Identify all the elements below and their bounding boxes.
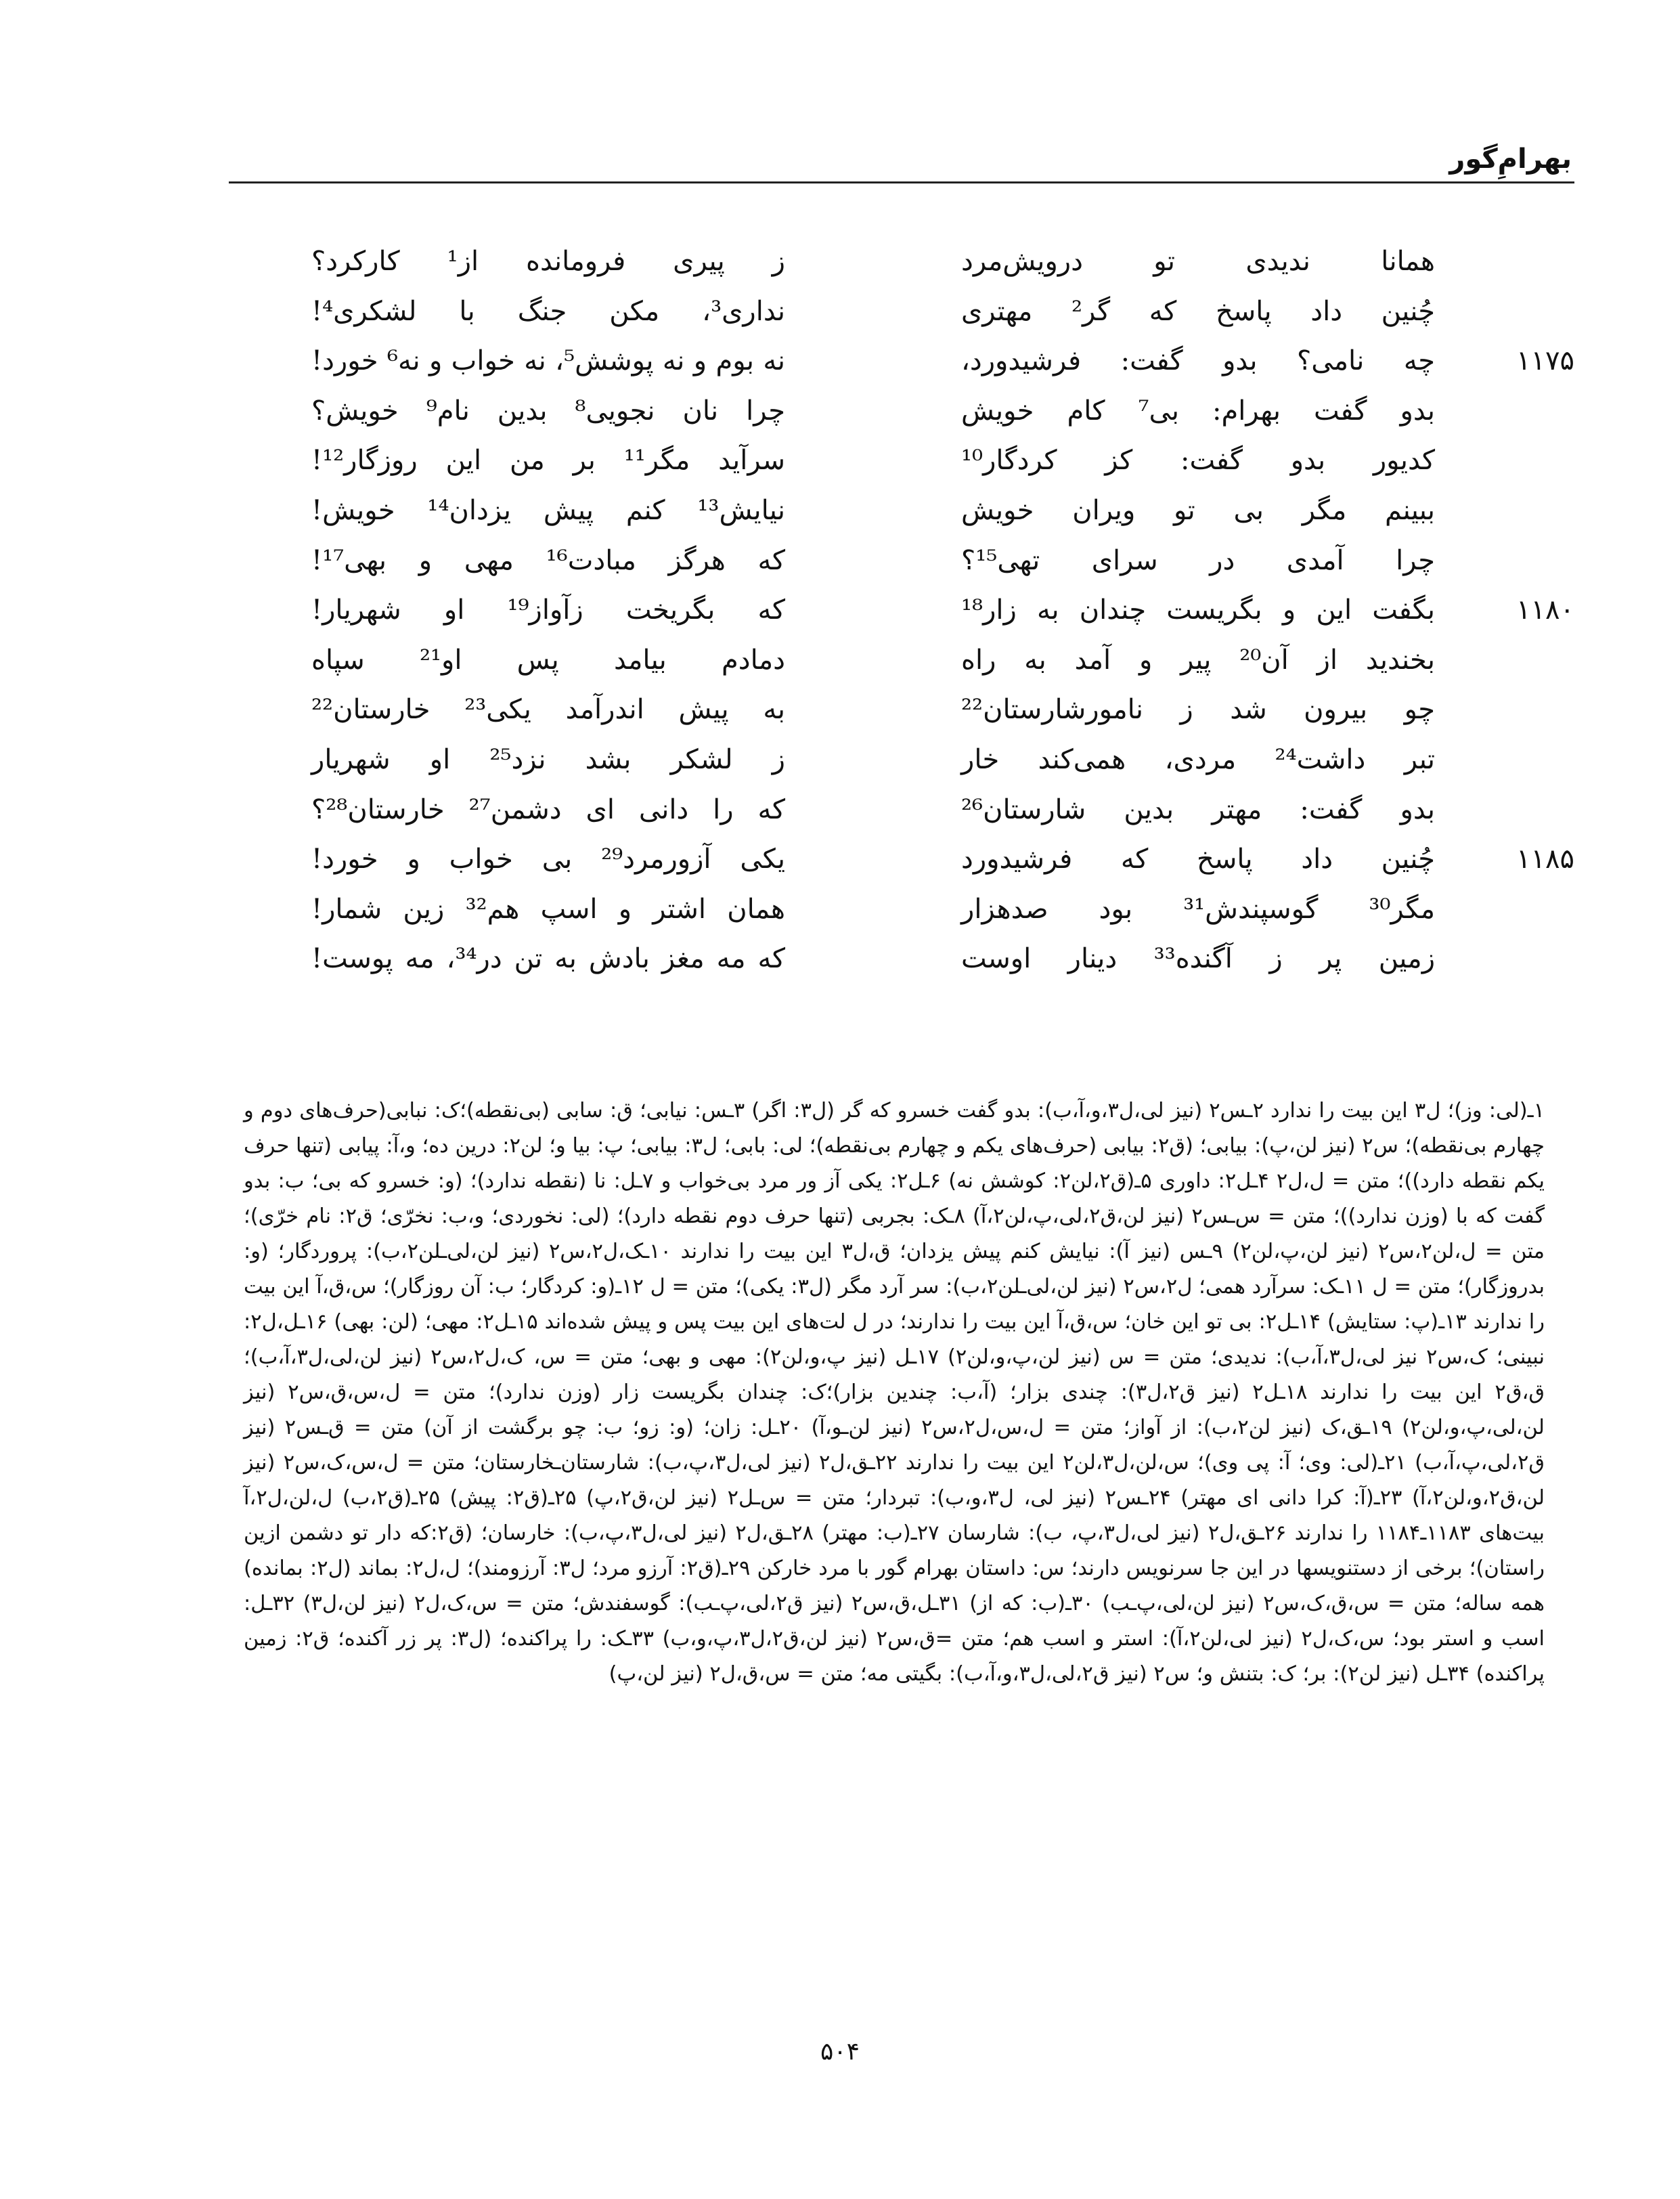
verse-row <box>311 735 1435 785</box>
first-hemistich: بدو گفت بهرام: بی⁷ کام خویش <box>961 395 1435 427</box>
second-hemistich: ز پیری فرومانده از¹ کارکرد؟ <box>311 246 785 277</box>
footnotes-text: ۱ـ(لی: وز)؛ ل۳ این بیت را ندارد ۲ـس۲ (نیز لی،ل۳،و،آ،ب): بدو گفت خسرو که گر (ل۳: اگر) ۳ـس: نیابی؛ ق: سابی (بی‌نقطه)؛ک: نبابی(حرف‌های دوم و چهارم بی‌نقطه)؛ س۲ (نیز لن،پ): بیابی؛ (ق۲: بیابی (حرف‌های یکم و چهارم بی‌نقطه)؛ لی: بابی؛ ل۳: بیابی؛ پ: بیا و؛ لن۲: درین ده؛ و،آ: پیابی (تنها حرف یکم نقطه دارد))؛ متن = ل،ل۲ ۴ـل۲: داوری ۵ـ(ق۲،لن۲: کوشش نه) ۶ـل۲: یکی آز ور مرد بی‌خواب و ۷ـل: نا (نقطه ندارد)؛ (و: خسرو که بی؛ ب: بدو گفت که با (وزن ندارد))؛ متن = س‌ـس۲ (نیز لن،ق۲،لی،پ،لن۲،آ) ۸ـک: بجربی (تنها حرف دوم نقطه دارد)؛ (لی: نخوردی؛ و،ب: نخرّی؛ ق۲: نام خرّی)؛ متن = ل،لن۲،س۲ (نیز لن،پ،لن۲) ۹ـس (نیز آ): نیایش کنم پیش یزدان؛ ق،ل۳ این بیت را ندارند ۱۰ـک،ل۲،س۲ (نیز لن،لی‌ـلن۲،ب): پروردگار؛ (و: بدروزگار)؛ متن = ل ۱۱ـک: سرآرد همی؛ ل۲،س۲ (نیز لن،لی‌ـلن۲،ب): سر آرد مگر (ل۳: یکی)؛ متن = ل ۱۲ـ(و: کردگار؛ ب: آن روزگار)؛ س،ق،آ این بیت را ندارند ۱۳ـ(پ: ستایش) ۱۴ـل۲: بی تو این خان؛ س،ق،آ این بیت را ندارند؛ در ل لت‌های این بیت پس و پیش شده‌اند ۱۵ـل۲: مهی؛ (لن: بهی) ۱۶ـل،ل۲: نبینی؛ ک،س۲ نیز لی،ل۳،آ،ب): ندیدی؛ متن = س (نیز لن،پ،و،لن۲) ۱۷ـل (نیز پ،و،لن۲): مهی و بهی؛ متن = س، ک،ل۲،س۲ (نیز لن،لی،ل۳،آ،ب)؛ ق،ق۲ این بیت را ندارند ۱۸ـل۲ (نیز ق۲،ل۳): چندی بزار؛ (آ،ب: چندین بزار)؛ک: چندان بگریست زار (وزن ندارد)؛ متن = ل،س،ق،س۲ (نیز لن،لی،پ،و،لن۲) ۱۹ـق،ک (نیز لن۲،ب): از آواز؛ متن = ل،س،ل۲،س۲ (نیز لن‌ـو،آ) ۲۰ـل: زان؛ (و: زو؛ ب: چو برگشت از آن) متن = ق‌ـس۲ (نیز ق۲،لی،پ،آ،ب) ۲۱ـ(لی: وی؛ آ: پی وی)؛ س،لن،ل۳،لن۲ این بیت را ندارند ۲۲ـق،ل۲ (نیز لی،ل۳،پ،ب): شارستان‌ـخارستان؛ متن = ل،س،ک،س۲ (نیز لن،ق۲،و،لن۲،آ) ۲۳ـ(آ: کرا دانی ای مهتر) ۲۴ـس۲ (نیز لی، ل۳،و،ب): تبردار؛ متن = س‌ـل۲ (نیز لن،ق۲،پ) ۲۵ـ(ق۲: پیش) ۲۵ـ(ق۲،ب) ل،لن،ل۲،آ بیت‌های ۱۱۸۳ـ۱۱۸۴ را ندارند ۲۶ـق،ل۲ (نیز لی،ل۳،پ، ب): شارسان ۲۷ـ(ب: مهتر) ۲۸ـق،ل۲ (نیز لی،ل۳،پ،ب): خارسان؛ (ق۲:که دار تو دشمن ازین راستان)؛ برخی از دستنویسها در این جا سرنویس دارند؛ س: داستان بهرام گور با مرد خارکن ۲۹ـ(ق۲: آرزو مرد؛ ل۳: آرزومند)؛ ل،ل۲: بماند (ل۲: بمانده) همه ساله؛ متن = س،ق،ک،س۲ (نیز لن،لی،پ‌ـب) ۳۰ـ(ب: که از) ۳۱ـل،ق،س۲ (نیز ق۲،لی،پ‌ـب): گوسفندش؛ متن = س،ک،ل۲ (نیز لن،ل۳) ۳۲ـل: اسب و استر بود؛ س،ک،ل۲ (نیز لی،لن۲،آ): استر و اسب هم؛ متن =ق،س۲ (نیز لن،ق۲،ل۳،پ،و،ب) ۳۳ـک: را پراکنده؛ (ل۳: پر زر آکنده؛ ق۲: زمین پراکنده) ۳۴ـل (نیز لن۲): بر؛ ک: بتنش و؛ س۲ (نیز ق۲،لی،ل۳،و،آ،ب): بگیتی مه؛ متن = س،ق،ل۲ (نیز لن،پ) <box>244 1099 1545 1686</box>
first-hemistich: همانا ندیدی تو درویش‌مرد <box>961 246 1435 277</box>
first-hemistich: بدو گفت: مهتر بدین شارستان²⁶ <box>961 793 1435 825</box>
verse-row <box>311 436 1435 486</box>
verse-row <box>311 387 1435 437</box>
verse-row <box>311 486 1435 536</box>
verse-row <box>311 586 1574 636</box>
footnotes <box>244 1093 1545 1692</box>
verse-row <box>311 336 1574 387</box>
second-hemistich: که بگریخت زآواز¹⁹ او شهریار! <box>311 594 785 626</box>
page-number: ۵۰۴ <box>820 2038 860 2066</box>
verse-row <box>311 536 1435 586</box>
verse-row <box>311 785 1435 835</box>
verse-number: ۱۱۸۰ <box>1516 594 1574 626</box>
header-rule <box>229 181 1574 183</box>
verse-row <box>311 636 1435 686</box>
second-hemistich: یکی آزورمرد²⁹ بی خواب و خورد! <box>311 844 785 875</box>
second-hemistich: چرا نان نجویی⁸ بدین نام⁹ خویش؟ <box>311 395 786 427</box>
first-hemistich: کدیور بدو گفت: کز کردگار¹⁰ <box>961 445 1435 477</box>
first-hemistich: چرا آمدی در سرای تهی¹⁵؟ <box>961 544 1435 576</box>
first-hemistich: بخندید از آن²⁰ پیر و آمد به راه <box>961 644 1435 676</box>
verse-row <box>311 287 1435 337</box>
second-hemistich: دمادم بیامد پس او²¹ سپاه <box>311 644 785 676</box>
first-hemistich: چُنین داد پاسخ که گر² مهتری <box>961 295 1436 327</box>
verse-row <box>311 835 1574 885</box>
verse-row <box>311 934 1435 984</box>
verse-row <box>311 685 1435 735</box>
verse-number: ۱۱۷۵ <box>1516 345 1574 377</box>
second-hemistich: سرآید مگر¹¹ بر من این روزگار¹²! <box>311 445 785 477</box>
first-hemistich: زمین پر ز آگنده³³ دینار اوست <box>961 943 1436 975</box>
second-hemistich: ز لشکر بشد نزد²⁵ او شهریار <box>311 743 785 775</box>
verse-row <box>311 237 1435 287</box>
running-title: بهرامِ‌گور <box>1449 144 1572 175</box>
first-hemistich: بگفت این و بگریست چندان به زار¹⁸ <box>961 594 1435 626</box>
first-hemistich: ببینم مگر بی تو ویران خویش <box>961 494 1435 526</box>
first-hemistich: مگر³⁰ گوسپندش³¹ بود صدهزار <box>961 893 1435 925</box>
second-hemistich: که مه مغز بادش به تن در³⁴، مه پوست! <box>311 943 785 975</box>
second-hemistich: که را دانی ای دشمن²⁷ خارستان²⁸؟ <box>311 793 785 825</box>
first-hemistich: چُنین داد پاسخ که فرشیدورد <box>961 844 1435 875</box>
second-hemistich: نیایش¹³ کنم پیش یزدان¹⁴ خویش! <box>311 494 785 526</box>
first-hemistich: چو بیرون شد ز نامورشارستان²² <box>961 694 1435 726</box>
verse-number: ۱۱۸۵ <box>1516 844 1574 875</box>
verse-row <box>311 885 1435 935</box>
second-hemistich: نداری³، مکن جنگ با لشکری⁴! <box>311 295 785 327</box>
first-hemistich: چه نامی؟ بدو گفت: فرشیدورد، <box>961 345 1435 377</box>
poem-block <box>311 237 1574 984</box>
second-hemistich: به پیش اندرآمد یکی²³ خارستان²² <box>311 694 786 726</box>
second-hemistich: همان اشتر و اسپ هم³² زین شمار! <box>311 893 785 925</box>
second-hemistich: نه بوم و نه پوشش⁵، نه خواب و نه⁶ خورد! <box>311 345 786 377</box>
first-hemistich: تبر داشت²⁴ مردی، همی‌کند خار <box>961 743 1435 775</box>
second-hemistich: که هرگز مبادت¹⁶ مهی و بهی¹⁷! <box>311 544 785 576</box>
